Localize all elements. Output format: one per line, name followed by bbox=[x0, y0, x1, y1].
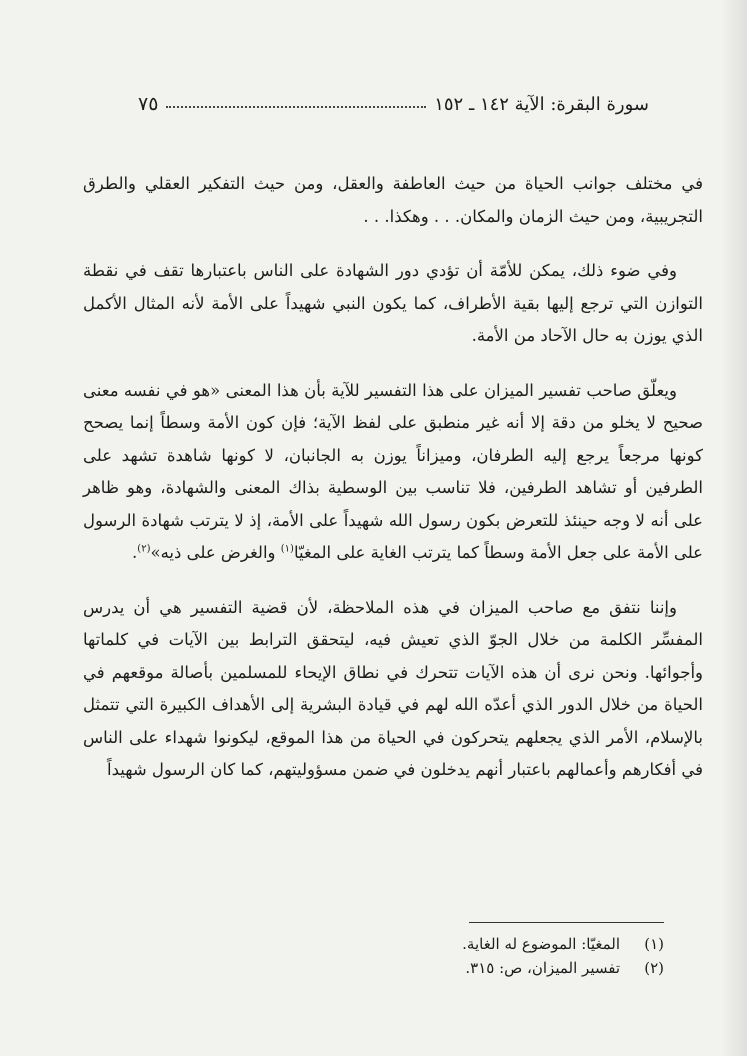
footnote-ref-1[interactable]: (١) bbox=[280, 543, 294, 555]
paragraph-1: في مختلف جوانب الحياة من حيث العاطفة والعقل، ومن حيث التفكير العقلي والطرق التجريبية، ومن حيث الزمان والمكان. . . وهكذا. . . bbox=[83, 174, 703, 226]
footnote-1-number: (١) bbox=[644, 935, 664, 953]
footnote-2 bbox=[164, 956, 664, 980]
footnote-2-text: تفسير الميزان، ص: ٣١٥. bbox=[465, 959, 620, 977]
paragraph-3 bbox=[83, 375, 703, 570]
footnote-divider bbox=[469, 922, 664, 923]
running-header bbox=[138, 88, 649, 120]
quote-text-continued: والغرض على ذيه» bbox=[150, 543, 281, 562]
paragraph-2: وفي ضوء ذلك، يمكن للأمّة أن تؤدي دور الشهادة على الناس باعتبارها تقف في نقطة التوازن التي ترجع إليها بقية الأطراف، كما يكون النبي شهيداً على الأمة لأنه المثال الأكمل الذي يوزن به حال الآحاد من الأمة. bbox=[83, 261, 703, 345]
footnote-2-number: (٢) bbox=[644, 959, 664, 977]
page-edge-shadow bbox=[721, 0, 747, 1056]
running-header-title: سورة البقرة: الآية ١٤٢ ـ ١٥٢ bbox=[434, 93, 649, 115]
page-number: ٧٥ bbox=[138, 93, 159, 115]
footnote-1 bbox=[164, 932, 664, 956]
footnote-ref-2[interactable]: (٢) bbox=[137, 543, 151, 555]
quote-text-end: . bbox=[132, 543, 138, 562]
body-text bbox=[83, 168, 703, 809]
paragraph-4: وإننا نتفق مع صاحب الميزان في هذه الملاحظة، لأن قضية التفسير هي أن يدرس المفسِّر الكلمة من خلال الجوّ الذي تعيش فيه، ليتحقق الترابط بين الآيات في كلماتها وأجوائها. ونحن نرى أن هذه الآيات تتحرك في نطاق الإيحاء للمسلمين بأصالة موقعهم في الحياة من خلال الدور الذي أعدّه الله لهم في قيادة البشرية إلى الأهداف الكبيرة التي تتمثل بالإسلام، الأمر الذي يجعلهم يتحركون في الحياة من هذا الموقع، ليكونوا شهداء على الناس في أفكارهم وأعمالهم باعتبار أنهم يدخلون في ضمن مسؤوليتهم، كما كان الرسول شهيداً bbox=[83, 597, 703, 779]
footnotes bbox=[164, 932, 664, 980]
quote-text: ويعلّق صاحب تفسير الميزان على هذا التفسير للآية بأن هذا المعنى «هو في نفسه معنى صحيح لا يخلو من دقة إلا أنه غير منطبق على لفظ الآية؛ فإن كون الأمة وسطاً إنما يصحح كونها مرجعاً يرجع إليه الطرفان، وميزاناً يوزن به الجانبان، لا كونها شاهدة تشهد على الطرفين أو تشاهد الطرفين، فلا تناسب بين الوسطية بذاك المعنى والشهادة، وهو ظاهر على أنه لا وجه حينئذ للتعرض بكون رسول الله شهيداً على الأمة، إذ لا يترتب شهادة الرسول على الأمة على جعل الأمة وسطاً كما يترتب الغاية على المغيّا bbox=[83, 380, 703, 562]
leader-dots bbox=[166, 106, 426, 108]
footnote-1-text: المغيّا: الموضوع له الغاية. bbox=[462, 935, 620, 953]
